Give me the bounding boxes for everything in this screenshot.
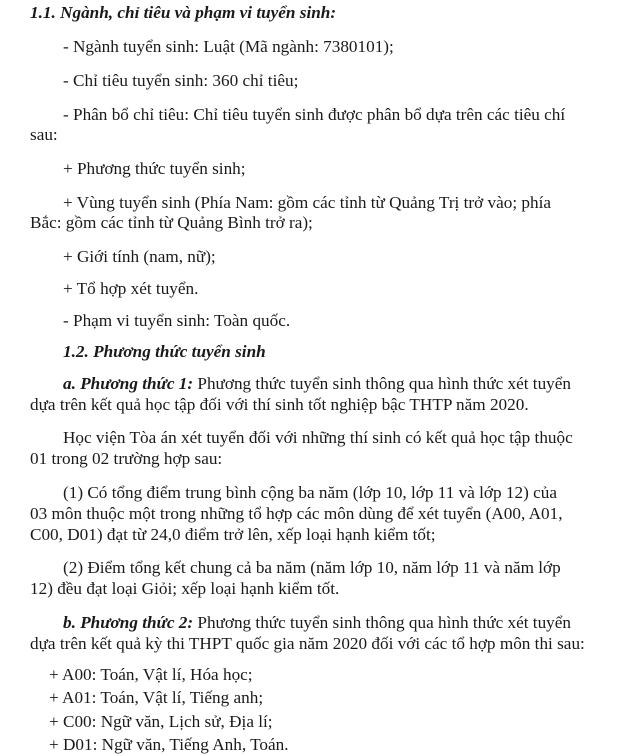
method-b-text: Phương thức tuyển sinh thông qua hình thức xét tuyển: [193, 613, 571, 632]
method-a-text: Phương thức tuyển sinh thông qua hình thức xét tuyển: [193, 374, 571, 393]
criteria-gender: + Giới tính (nam, nữ);: [63, 247, 216, 266]
method-b-line-cont: dựa trên kết quả kỳ thi THPT quốc gia năm 2020 đối với các tổ hợp môn thi sau:: [30, 634, 585, 653]
quota-line: - Chỉ tiêu tuyển sinh: 360 chỉ tiêu;: [63, 71, 299, 90]
combo-item: + C00: Ngữ văn, Lịch sử, Địa lí;: [49, 712, 273, 731]
method-a-line: [63, 373, 571, 395]
allocation-line-cont: sau:: [30, 125, 58, 144]
criteria-combination: + Tổ hợp xét tuyển.: [63, 279, 199, 298]
scope-line: - Phạm vi tuyển sinh: Toàn quốc.: [63, 311, 291, 330]
criteria-method: + Phương thức tuyển sinh;: [63, 159, 246, 178]
allocation-line: - Phân bổ chỉ tiêu: Chỉ tiêu tuyển sinh được phân bổ dựa trên các tiêu chí: [63, 105, 566, 124]
combo-item: + A00: Toán, Vật lí, Hóa học;: [49, 665, 253, 684]
combo-item: + A01: Toán, Vật lí, Tiếng anh;: [49, 688, 264, 707]
method-a-intro-cont: 01 trong 02 trường hợp sau:: [30, 449, 223, 468]
method-a-intro: Học viện Tòa án xét tuyển đối với những thí sinh có kết quả học tập thuộc: [63, 428, 573, 447]
section-heading-1-1: 1.1. Ngành, chỉ tiêu và phạm vi tuyển sinh:: [30, 3, 337, 22]
case-2-line-2: 12) đều đạt loại Giỏi; xếp loại hạnh kiểm tốt.: [30, 579, 340, 598]
criteria-region: + Vùng tuyển sinh (Phía Nam: gồm các tỉnh từ Quảng Trị trở vào; phía: [63, 193, 551, 212]
major-line: - Ngành tuyển sinh: Luật (Mã ngành: 7380101);: [63, 37, 394, 56]
section-heading-1-2: 1.2. Phương thức tuyển sinh: [63, 342, 266, 361]
method-a-line-cont: dựa trên kết quả học tập đối với thí sinh tốt nghiệp bậc THTP năm 2020.: [30, 395, 529, 414]
criteria-region-cont: Bắc: gồm các tỉnh từ Quảng Bình trở ra);: [30, 213, 313, 232]
case-1-line-2: 03 môn thuộc một trong những tổ hợp các môn dùng để xét tuyển (A00, A01,: [30, 504, 563, 523]
case-1-line-3: C00, D01) đạt từ 24,0 điểm trở lên, xếp loại hạnh kiểm tốt;: [30, 525, 436, 544]
method-b-label: b. Phương thức 2:: [63, 613, 194, 632]
method-a-label: a. Phương thức 1:: [63, 374, 194, 393]
combo-item: + D01: Ngữ văn, Tiếng Anh, Toán.: [49, 735, 289, 754]
method-b-line: [63, 612, 571, 634]
case-1-line: (1) Có tổng điểm trung bình cộng ba năm (lớp 10, lớp 11 và lớp 12) của: [63, 483, 557, 502]
case-2-line: (2) Điểm tổng kết chung cả ba năm (năm lớp 10, năm lớp 11 và năm lớp: [63, 558, 561, 577]
